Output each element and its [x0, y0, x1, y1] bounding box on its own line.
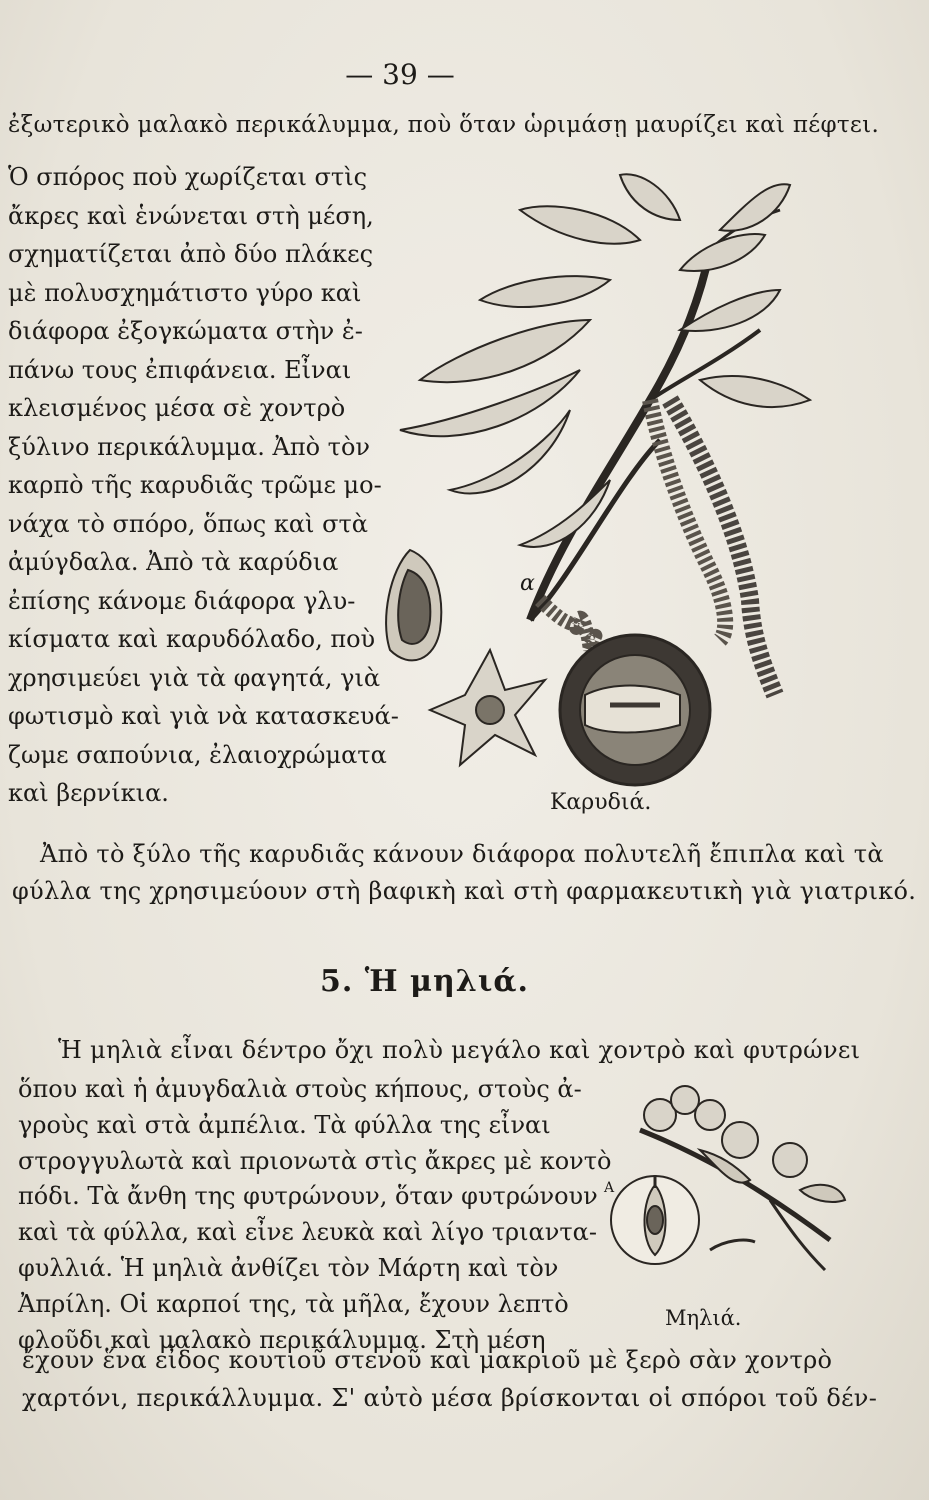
intro-line: ἐξωτερικὸ μαλακὸ περικάλυμμα, ποὺ ὅταν ὡριμάσῃ μαυρίζει καὶ πέφτει.: [8, 112, 880, 138]
text-line: σχηματίζεται ἀπὸ δύο πλάκες: [8, 240, 374, 268]
text-line: πόδι. Τὰ ἄνθη της φυτρώνουν, ὅταν φυτρώνουν: [18, 1182, 598, 1211]
text-line: ξύλινο περικάλυμμα. Ἀπὸ τὸν: [8, 432, 370, 461]
text-line: ζωμε σαπούνια, ἐλαιοχρώματα: [8, 740, 387, 769]
text-line: ἄκρες καὶ ἑνώνεται στὴ μέση,: [8, 201, 374, 230]
text-line: καρπὸ τῆς καρυδιᾶς τρῶμε μο-: [8, 471, 382, 499]
page-number: — 39 —: [345, 58, 455, 91]
text-line: φωτισμὸ καὶ γιὰ νὰ κατασκευά-: [8, 702, 399, 730]
text-line: νάχα τὸ σπόρο, ὅπως καὶ στὰ: [8, 509, 368, 538]
text-line: φυλλιά. Ἡ μηλιὰ ἀνθίζει τὸν Μάρτη καὶ τὸν: [18, 1253, 559, 1282]
text-line: ἀμύγδαλα. Ἀπὸ τὰ καρύδια: [8, 548, 339, 576]
text-line: ἐπίσης κάνομε διάφορα γλυ-: [8, 586, 356, 615]
text-line: πάνω τους ἐπιφάνεια. Εἶναι: [8, 355, 352, 384]
text-line: Ἡ μηλιὰ εἶναι δέντρο ὄχι πολὺ μεγάλο καὶ χοντρὸ καὶ φυτρώνει: [58, 1036, 861, 1064]
text-line: χρησιμεύει γιὰ τὰ φαγητά, γιὰ: [8, 663, 381, 692]
walnut-illustration: [380, 150, 830, 810]
text-line: φλοῦδι καὶ μαλακὸ περικάλυμμα. Στὴ μέση: [18, 1325, 546, 1354]
text-line: Ἀπὸ τὸ ξύλο τῆς καρυδιᾶς κάνουν διάφορα πολυτελῆ ἔπιπλα καὶ τὰ: [40, 840, 884, 868]
section-heading: 5. Ἡ μηλιά.: [320, 964, 529, 999]
text-line: Ὁ σπόρος ποὺ χωρίζεται στὶς: [8, 163, 368, 191]
text-line: χαρτόνι, περικάλλυμμα. Σ' αὐτὸ μέσα βρίσκονται οἱ σπόροι τοῦ δέν-: [22, 1384, 878, 1412]
walnut-text-column: [0, 158, 399, 813]
text-line: φύλλα της χρησιμεύουν στὴ βαφικὴ καὶ στὴ φαρμακευτικὴ γιὰ γιατρικό.: [12, 877, 917, 905]
text-line: διάφορα ἐξογκώματα στὴν ἐ-: [8, 317, 363, 345]
text-line: Ἀπρίλη. Οἱ καρποί της, τὰ μῆλα, ἔχουν λεπτὸ: [18, 1289, 569, 1318]
text-line: μὲ πολυσχημάτιστο γύρο καὶ: [8, 278, 362, 307]
text-line: κλεισμένος μέσα σὲ χοντρὸ: [8, 394, 346, 422]
figure-label-a: A: [604, 1180, 615, 1196]
text-line: γροὺς καὶ στὰ ἀμπέλια. Τὰ φύλλα της εἶναι: [18, 1110, 551, 1139]
text-line: ἔχουν ἕνα εἶδος κουτιοῦ στενοῦ καὶ μακριοῦ μὲ ξερὸ σὰν χοντρὸ: [22, 1346, 833, 1374]
apple-text-column: [18, 1072, 612, 1358]
apple-illustration: [600, 1070, 850, 1300]
text-line: στρογγυλωτὰ καὶ πριονωτὰ στὶς ἄκρες μὲ κοντὸ: [18, 1146, 612, 1175]
walnut-caption: Καρυδιά.: [550, 790, 652, 815]
text-line: καὶ τὰ φύλλα, καὶ εἶνε λευκὰ καὶ λίγο τριαντα-: [18, 1218, 597, 1247]
figure-label-a: α: [520, 571, 535, 596]
apple-caption: Μηλιά.: [665, 1306, 742, 1330]
text-line: καὶ βερνίκια.: [8, 779, 169, 807]
text-line: κίσματα καὶ καρυδόλαδο, ποὺ: [8, 625, 376, 653]
text-line: ὅπου καὶ ἡ ἀμυγδαλιὰ στοὺς κήπους, στοὺς ἀ-: [18, 1075, 582, 1103]
